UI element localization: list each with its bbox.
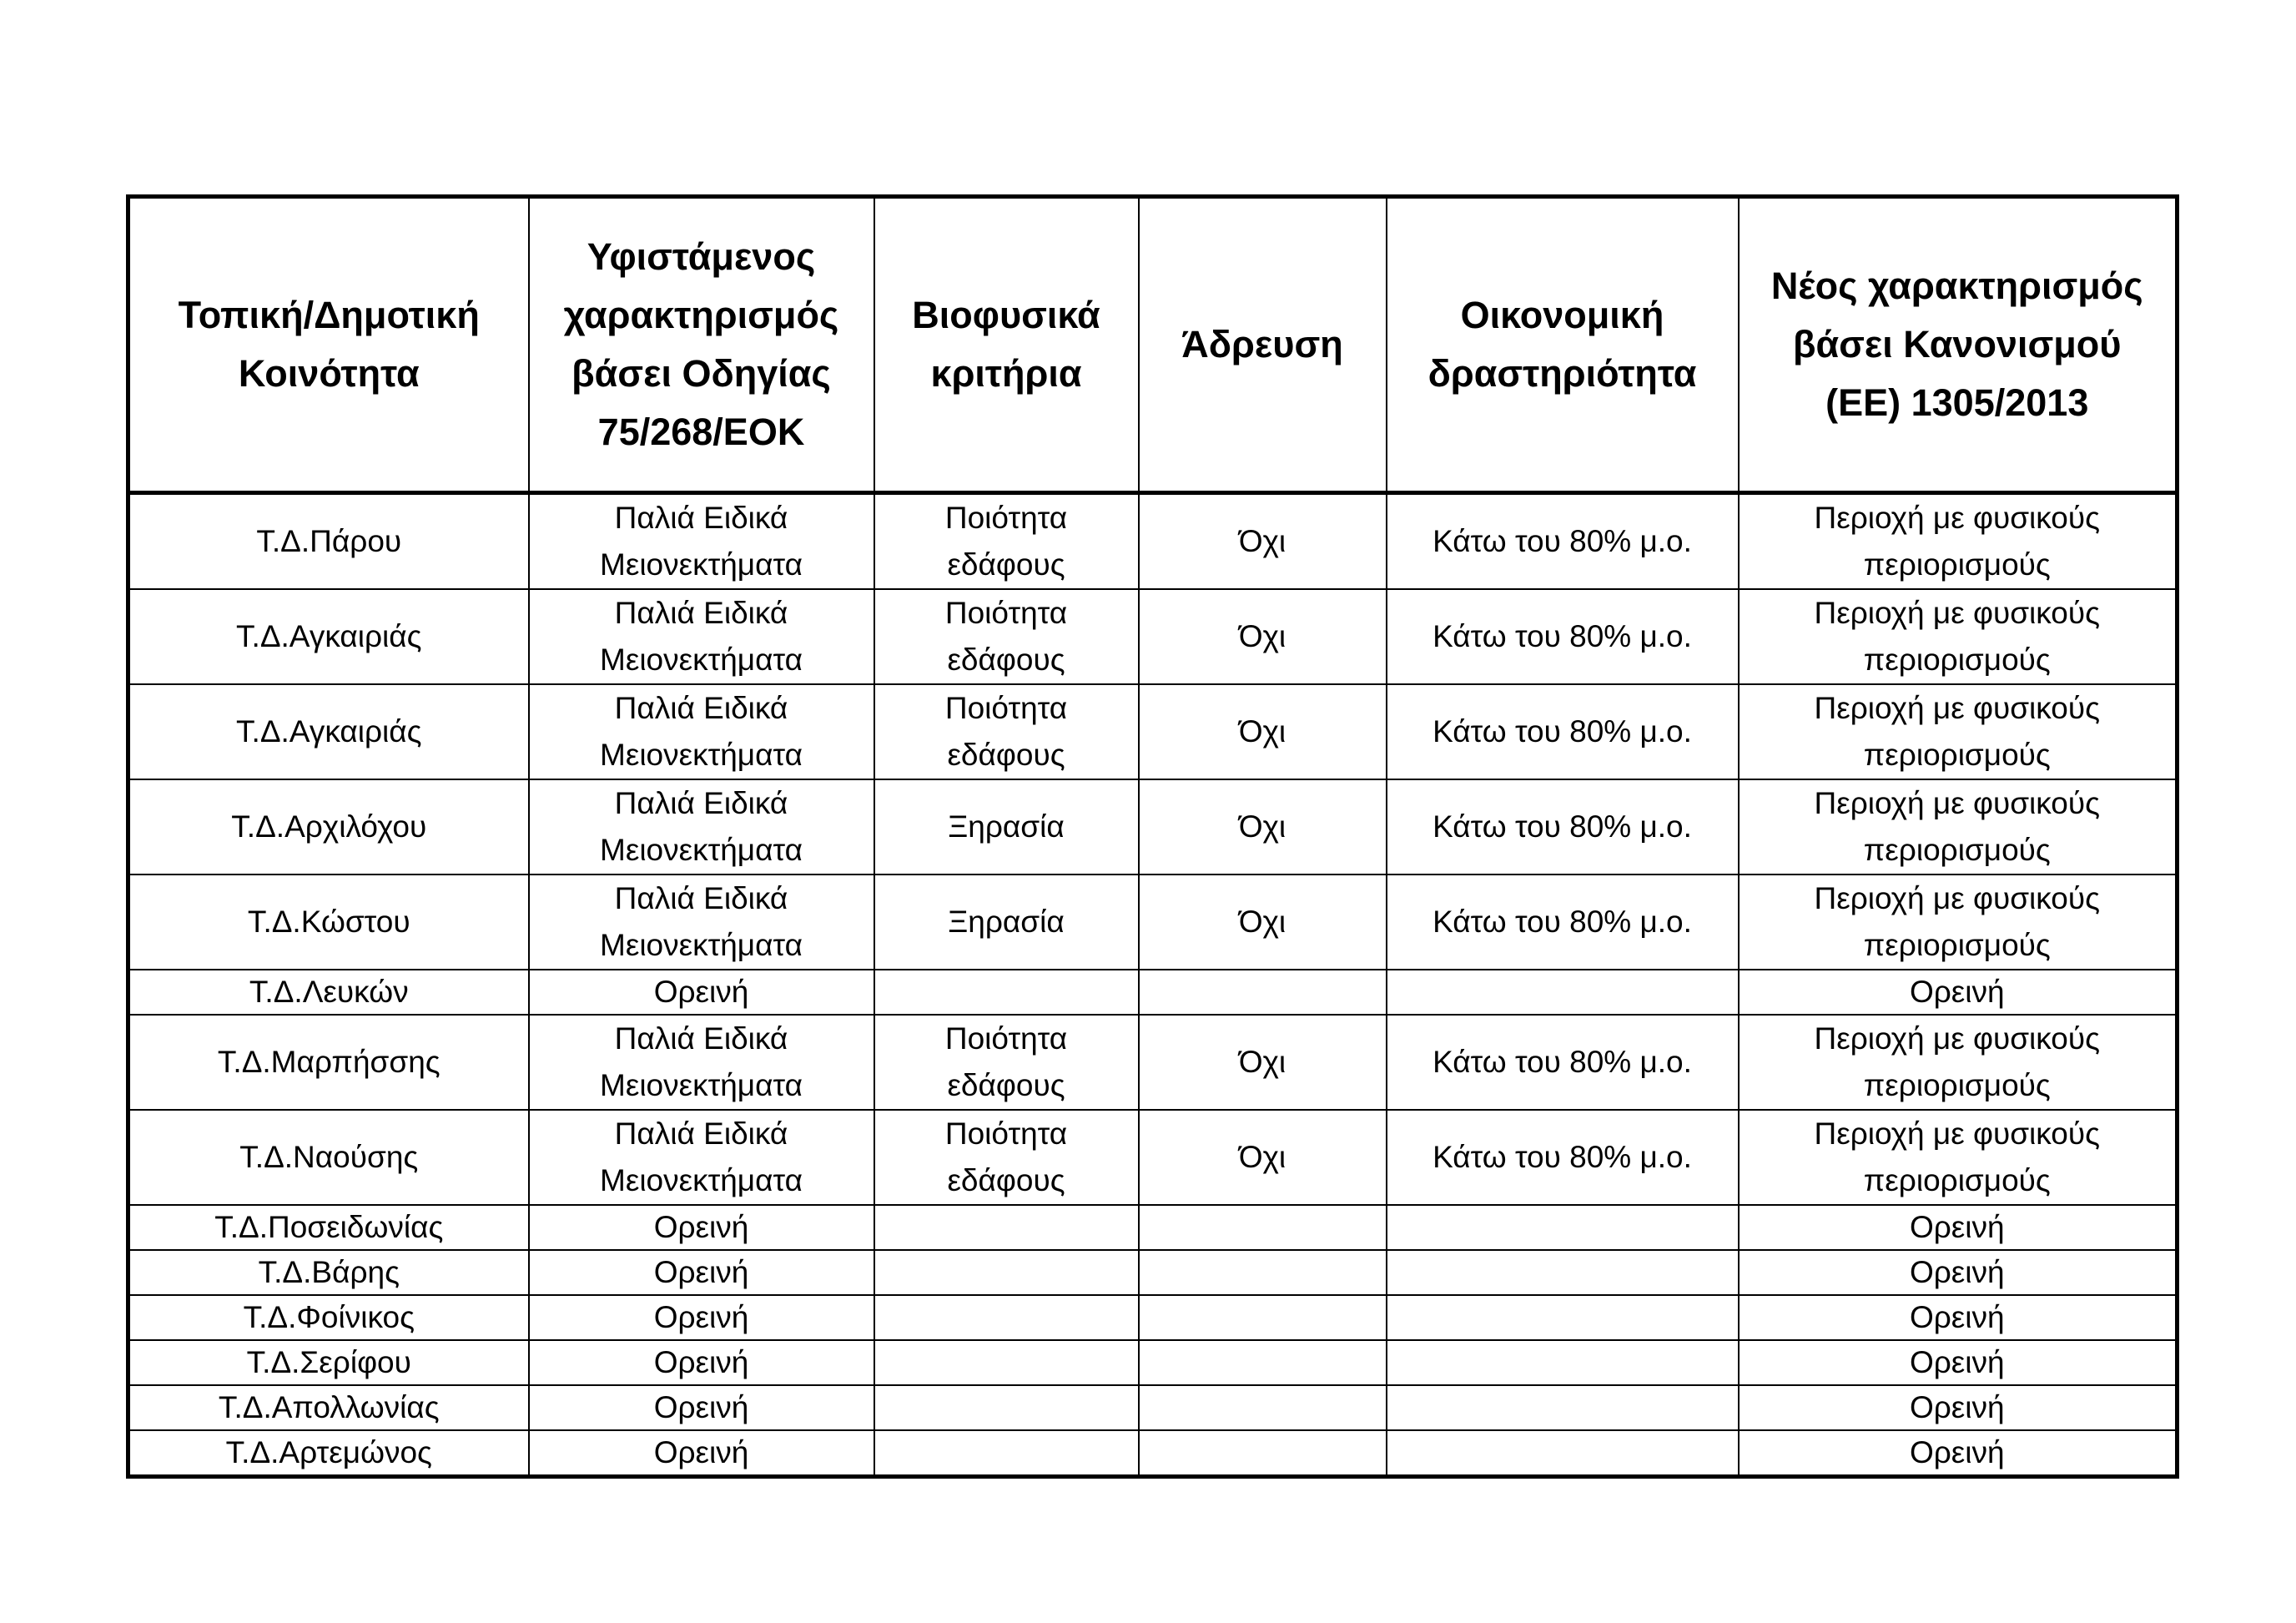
cell-text: Παλιά Ειδικά Μειονεκτήματα bbox=[600, 881, 803, 962]
cell-biophysical-criteria bbox=[874, 493, 1139, 590]
cell-text: Τ.Δ.Ποσειδωνίας bbox=[214, 1210, 444, 1244]
cell-economic-activity bbox=[1387, 1340, 1739, 1385]
cell-community bbox=[128, 589, 529, 684]
cell-irrigation bbox=[1139, 1110, 1387, 1205]
table-row bbox=[128, 1015, 2178, 1110]
header-row bbox=[128, 197, 2178, 493]
cell-text: Ορεινή bbox=[653, 1390, 749, 1424]
cell-text: Ποιότητα εδάφους bbox=[944, 1021, 1068, 1102]
cell-text: Όχι bbox=[1238, 905, 1286, 939]
table-row bbox=[128, 493, 2178, 590]
cell-new-designation bbox=[1739, 1340, 2178, 1385]
cell-new-designation bbox=[1739, 1110, 2178, 1205]
cell-biophysical-criteria bbox=[874, 1015, 1139, 1110]
cell-text: Κάτω του 80% μ.ο. bbox=[1432, 524, 1692, 558]
cell-irrigation bbox=[1139, 1295, 1387, 1340]
cell-irrigation bbox=[1139, 1015, 1387, 1110]
table-row bbox=[128, 589, 2178, 684]
table-row bbox=[128, 875, 2178, 970]
cell-economic-activity bbox=[1387, 1110, 1739, 1205]
cell-text: Ορεινή bbox=[1909, 975, 2005, 1009]
cell-text: Περιοχή με φυσικούς περιορισμούς bbox=[1814, 596, 2100, 677]
cell-community bbox=[128, 1295, 529, 1340]
cell-economic-activity bbox=[1387, 1250, 1739, 1295]
cell-community bbox=[128, 1340, 529, 1385]
cell-text: Ορεινή bbox=[653, 1210, 749, 1244]
cell-text: Παλιά Ειδικά Μειονεκτήματα bbox=[600, 596, 803, 677]
table-row bbox=[128, 779, 2178, 875]
cell-text: Τ.Δ.Βάρης bbox=[258, 1255, 400, 1289]
table-row bbox=[128, 1385, 2178, 1430]
cell-new-designation bbox=[1739, 970, 2178, 1015]
cell-community bbox=[128, 1250, 529, 1295]
cell-economic-activity bbox=[1387, 1385, 1739, 1430]
cell-irrigation bbox=[1139, 1250, 1387, 1295]
cell-text: Παλιά Ειδικά Μειονεκτήματα bbox=[600, 1116, 803, 1197]
table-row bbox=[128, 1340, 2178, 1385]
cell-community bbox=[128, 875, 529, 970]
cell-text: Ποιότητα εδάφους bbox=[944, 596, 1068, 677]
table-row bbox=[128, 1205, 2178, 1250]
cell-biophysical-criteria bbox=[874, 1250, 1139, 1295]
classification-table bbox=[126, 194, 2179, 1479]
cell-text: Κάτω του 80% μ.ο. bbox=[1432, 1140, 1692, 1174]
cell-existing-designation bbox=[529, 1110, 874, 1205]
cell-new-designation bbox=[1739, 1205, 2178, 1250]
cell-text: Τ.Δ.Πάρου bbox=[256, 524, 402, 558]
cell-text: Τ.Δ.Κώστου bbox=[247, 905, 410, 939]
cell-text: Ορεινή bbox=[1909, 1300, 2005, 1334]
cell-new-designation bbox=[1739, 1295, 2178, 1340]
cell-text: Τ.Δ.Σερίφου bbox=[246, 1345, 411, 1379]
cell-irrigation bbox=[1139, 875, 1387, 970]
cell-text: Περιοχή με φυσικούς περιορισμούς bbox=[1814, 1021, 2100, 1102]
cell-economic-activity bbox=[1387, 589, 1739, 684]
cell-text: Ξηρασία bbox=[948, 809, 1065, 844]
table-row bbox=[128, 1250, 2178, 1295]
table-header bbox=[128, 197, 2178, 493]
cell-text: Κάτω του 80% μ.ο. bbox=[1432, 809, 1692, 844]
cell-text: Ορεινή bbox=[1909, 1345, 2005, 1379]
cell-irrigation bbox=[1139, 684, 1387, 779]
cell-text: Ποιότητα εδάφους bbox=[944, 501, 1068, 582]
cell-existing-designation bbox=[529, 1250, 874, 1295]
cell-text: Ορεινή bbox=[653, 1435, 749, 1469]
table-row bbox=[128, 684, 2178, 779]
cell-irrigation bbox=[1139, 1205, 1387, 1250]
cell-existing-designation bbox=[529, 1340, 874, 1385]
cell-biophysical-criteria bbox=[874, 684, 1139, 779]
cell-economic-activity bbox=[1387, 779, 1739, 875]
cell-text: Περιοχή με φυσικούς περιορισμούς bbox=[1814, 881, 2100, 962]
cell-text: Κάτω του 80% μ.ο. bbox=[1432, 905, 1692, 939]
cell-community bbox=[128, 1110, 529, 1205]
cell-irrigation bbox=[1139, 1340, 1387, 1385]
cell-irrigation bbox=[1139, 970, 1387, 1015]
header-economic-activity: Οικονομική δραστηριότητα bbox=[1387, 197, 1739, 493]
cell-community bbox=[128, 1385, 529, 1430]
cell-community bbox=[128, 493, 529, 590]
cell-new-designation bbox=[1739, 1015, 2178, 1110]
header-biophysical-criteria: Βιοφυσικά κριτήρια bbox=[874, 197, 1139, 493]
cell-text: Όχι bbox=[1238, 619, 1286, 653]
cell-existing-designation bbox=[529, 779, 874, 875]
cell-new-designation bbox=[1739, 1250, 2178, 1295]
cell-existing-designation bbox=[529, 1205, 874, 1250]
cell-community bbox=[128, 684, 529, 779]
cell-text: Όχι bbox=[1238, 714, 1286, 748]
cell-text: Ορεινή bbox=[1909, 1210, 2005, 1244]
table-row bbox=[128, 1295, 2178, 1340]
cell-economic-activity bbox=[1387, 684, 1739, 779]
cell-existing-designation bbox=[529, 589, 874, 684]
cell-text: Ποιότητα εδάφους bbox=[944, 691, 1068, 772]
header-community: Τοπική/Δημοτική Κοινότητα bbox=[128, 197, 529, 493]
cell-text: Όχι bbox=[1238, 1140, 1286, 1174]
cell-new-designation bbox=[1739, 875, 2178, 970]
cell-community bbox=[128, 970, 529, 1015]
cell-text: Ορεινή bbox=[653, 1345, 749, 1379]
cell-biophysical-criteria bbox=[874, 1430, 1139, 1477]
cell-existing-designation bbox=[529, 1430, 874, 1477]
cell-text: Παλιά Ειδικά Μειονεκτήματα bbox=[600, 1021, 803, 1102]
cell-text: Παλιά Ειδικά Μειονεκτήματα bbox=[600, 691, 803, 772]
cell-biophysical-criteria bbox=[874, 1385, 1139, 1430]
cell-community bbox=[128, 1430, 529, 1477]
cell-text: Ξηρασία bbox=[948, 905, 1065, 939]
cell-new-designation bbox=[1739, 1430, 2178, 1477]
cell-existing-designation bbox=[529, 875, 874, 970]
cell-text: Τ.Δ.Αγκαιριάς bbox=[236, 714, 422, 748]
cell-text: Παλιά Ειδικά Μειονεκτήματα bbox=[600, 501, 803, 582]
header-new-designation: Νέος χαρακτηρισμός βάσει Κανονισμού (ΕΕ) 1305/2013 bbox=[1739, 197, 2178, 493]
cell-community bbox=[128, 1015, 529, 1110]
cell-economic-activity bbox=[1387, 1015, 1739, 1110]
cell-text: Ορεινή bbox=[1909, 1390, 2005, 1424]
table-row bbox=[128, 1430, 2178, 1477]
cell-irrigation bbox=[1139, 1385, 1387, 1430]
cell-text: Όχι bbox=[1238, 809, 1286, 844]
cell-biophysical-criteria bbox=[874, 1205, 1139, 1250]
cell-text: Ορεινή bbox=[653, 1300, 749, 1334]
cell-text: Περιοχή με φυσικούς περιορισμούς bbox=[1814, 786, 2100, 867]
cell-text: Τ.Δ.Απολλωνίας bbox=[218, 1390, 440, 1424]
cell-text: Όχι bbox=[1238, 1045, 1286, 1079]
cell-text: Ορεινή bbox=[1909, 1435, 2005, 1469]
cell-text: Κάτω του 80% μ.ο. bbox=[1432, 619, 1692, 653]
cell-text: Τ.Δ.Μαρπήσσης bbox=[217, 1045, 441, 1079]
cell-economic-activity bbox=[1387, 1205, 1739, 1250]
cell-text: Τ.Δ.Ναούσης bbox=[239, 1140, 419, 1174]
cell-text: Περιοχή με φυσικούς περιορισμούς bbox=[1814, 501, 2100, 582]
cell-irrigation bbox=[1139, 779, 1387, 875]
cell-existing-designation bbox=[529, 493, 874, 590]
cell-existing-designation bbox=[529, 1295, 874, 1340]
cell-text: Κάτω του 80% μ.ο. bbox=[1432, 1045, 1692, 1079]
header-existing-designation: Υφιστάμενος χαρακτηρισμός βάσει Οδηγίας 75/268/ΕΟΚ bbox=[529, 197, 874, 493]
cell-community bbox=[128, 779, 529, 875]
cell-community bbox=[128, 1205, 529, 1250]
cell-text: Ποιότητα εδάφους bbox=[944, 1116, 1068, 1197]
cell-text: Ορεινή bbox=[653, 1255, 749, 1289]
cell-text: Τ.Δ.Φοίνικος bbox=[243, 1300, 415, 1334]
cell-text: Τ.Δ.Αγκαιριάς bbox=[236, 619, 422, 653]
cell-new-designation bbox=[1739, 779, 2178, 875]
cell-new-designation bbox=[1739, 684, 2178, 779]
cell-irrigation bbox=[1139, 1430, 1387, 1477]
cell-text: Τ.Δ.Αρτεμώνος bbox=[225, 1435, 432, 1469]
cell-economic-activity bbox=[1387, 970, 1739, 1015]
cell-biophysical-criteria bbox=[874, 589, 1139, 684]
cell-economic-activity bbox=[1387, 1430, 1739, 1477]
table-body bbox=[128, 493, 2178, 1477]
cell-text: Ορεινή bbox=[1909, 1255, 2005, 1289]
cell-biophysical-criteria bbox=[874, 1295, 1139, 1340]
cell-irrigation bbox=[1139, 493, 1387, 590]
cell-text: Τ.Δ.Λευκών bbox=[249, 975, 409, 1009]
cell-existing-designation bbox=[529, 970, 874, 1015]
cell-text: Τ.Δ.Αρχιλόχου bbox=[231, 809, 427, 844]
cell-biophysical-criteria bbox=[874, 1110, 1139, 1205]
cell-new-designation bbox=[1739, 589, 2178, 684]
cell-biophysical-criteria bbox=[874, 779, 1139, 875]
cell-text: Ορεινή bbox=[653, 975, 749, 1009]
cell-text: Περιοχή με φυσικούς περιορισμούς bbox=[1814, 691, 2100, 772]
cell-text: Κάτω του 80% μ.ο. bbox=[1432, 714, 1692, 748]
cell-biophysical-criteria bbox=[874, 970, 1139, 1015]
cell-text: Παλιά Ειδικά Μειονεκτήματα bbox=[600, 786, 803, 867]
cell-biophysical-criteria bbox=[874, 1340, 1139, 1385]
table-row bbox=[128, 970, 2178, 1015]
cell-new-designation bbox=[1739, 493, 2178, 590]
cell-existing-designation bbox=[529, 684, 874, 779]
cell-existing-designation bbox=[529, 1385, 874, 1430]
table-row bbox=[128, 1110, 2178, 1205]
cell-economic-activity bbox=[1387, 1295, 1739, 1340]
cell-biophysical-criteria bbox=[874, 875, 1139, 970]
cell-new-designation bbox=[1739, 1385, 2178, 1430]
cell-existing-designation bbox=[529, 1015, 874, 1110]
header-irrigation: Άδρευση bbox=[1139, 197, 1387, 493]
cell-economic-activity bbox=[1387, 493, 1739, 590]
cell-irrigation bbox=[1139, 589, 1387, 684]
cell-text: Περιοχή με φυσικούς περιορισμούς bbox=[1814, 1116, 2100, 1197]
cell-economic-activity bbox=[1387, 875, 1739, 970]
cell-text: Όχι bbox=[1238, 524, 1286, 558]
